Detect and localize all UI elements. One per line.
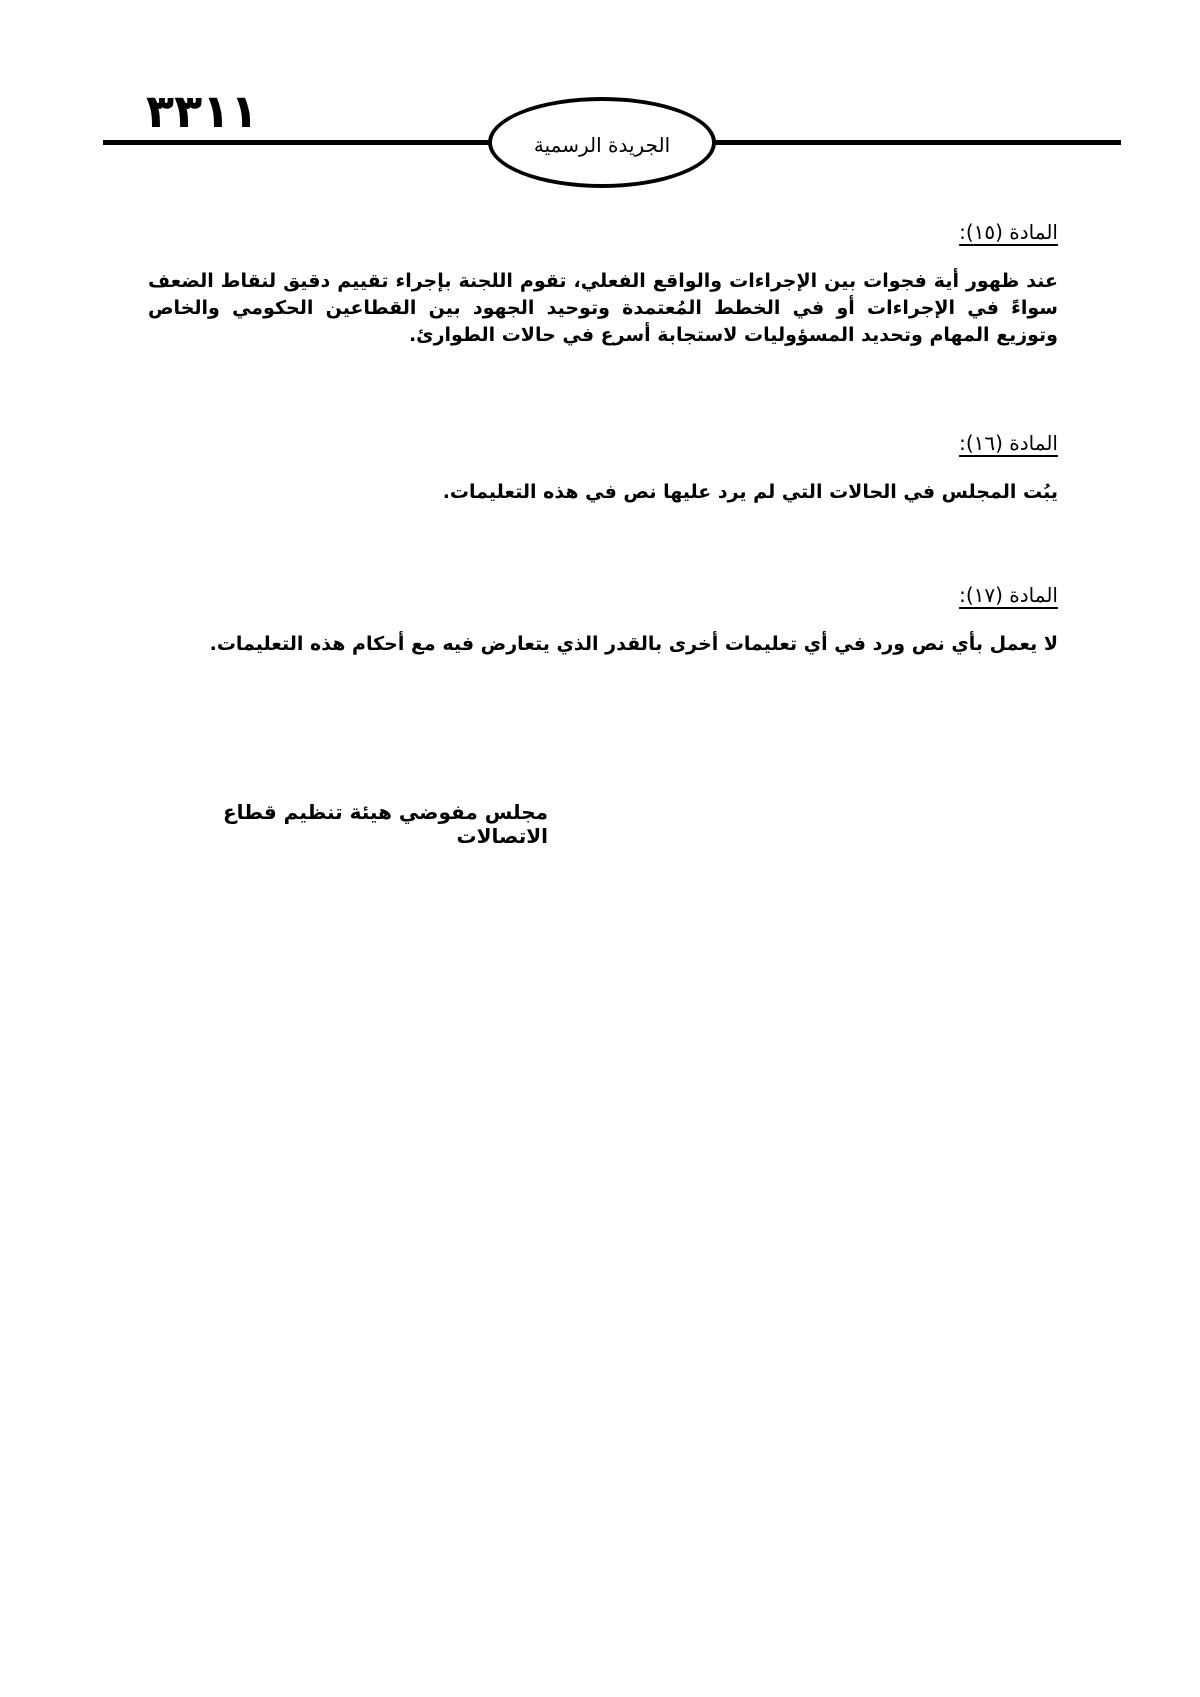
- article-text: لا يعمل بأي نص ورد في أي تعليمات أخرى بالقدر الذي يتعارض فيه مع أحكام هذه التعليمات.: [209, 633, 1058, 655]
- page-number: ٣٣١١: [146, 84, 259, 138]
- page-header: [0, 0, 1200, 230]
- article-heading: المادة (١٧):: [959, 583, 1058, 607]
- article-heading: المادة (١٦):: [959, 431, 1058, 455]
- header-rule-left: [103, 140, 496, 145]
- article-text: يبُت المجلس في الحالات التي لم يرد عليها نص في هذه التعليمات.: [442, 481, 1058, 503]
- document-body: [148, 216, 1058, 734]
- signature: مجلس مفوضي هيئة تنظيم قطاع الاتصالات: [222, 800, 548, 848]
- header-rule-right: [710, 140, 1121, 145]
- article-15: [148, 216, 1058, 349]
- article-16: [148, 427, 1058, 506]
- article-heading: المادة (١٥):: [959, 220, 1058, 244]
- gazette-title: الجريدة الرسمية: [533, 132, 671, 157]
- article-17: [148, 579, 1058, 658]
- article-text: عند ظهور أية فجوات بين الإجراءات والواقع الفعلي، تقوم اللجنة بإجراء تقييم دقيق لنقاط الضعف سواءً في الإجراءات أو في الخطط المُعتمدة وتوحيد الجهود بين القطاعين الحكومي والخاص وتوزيع المهام وتحديد المسؤوليات لاستجابة أسرع في حالات الطوارئ.: [148, 270, 1058, 346]
